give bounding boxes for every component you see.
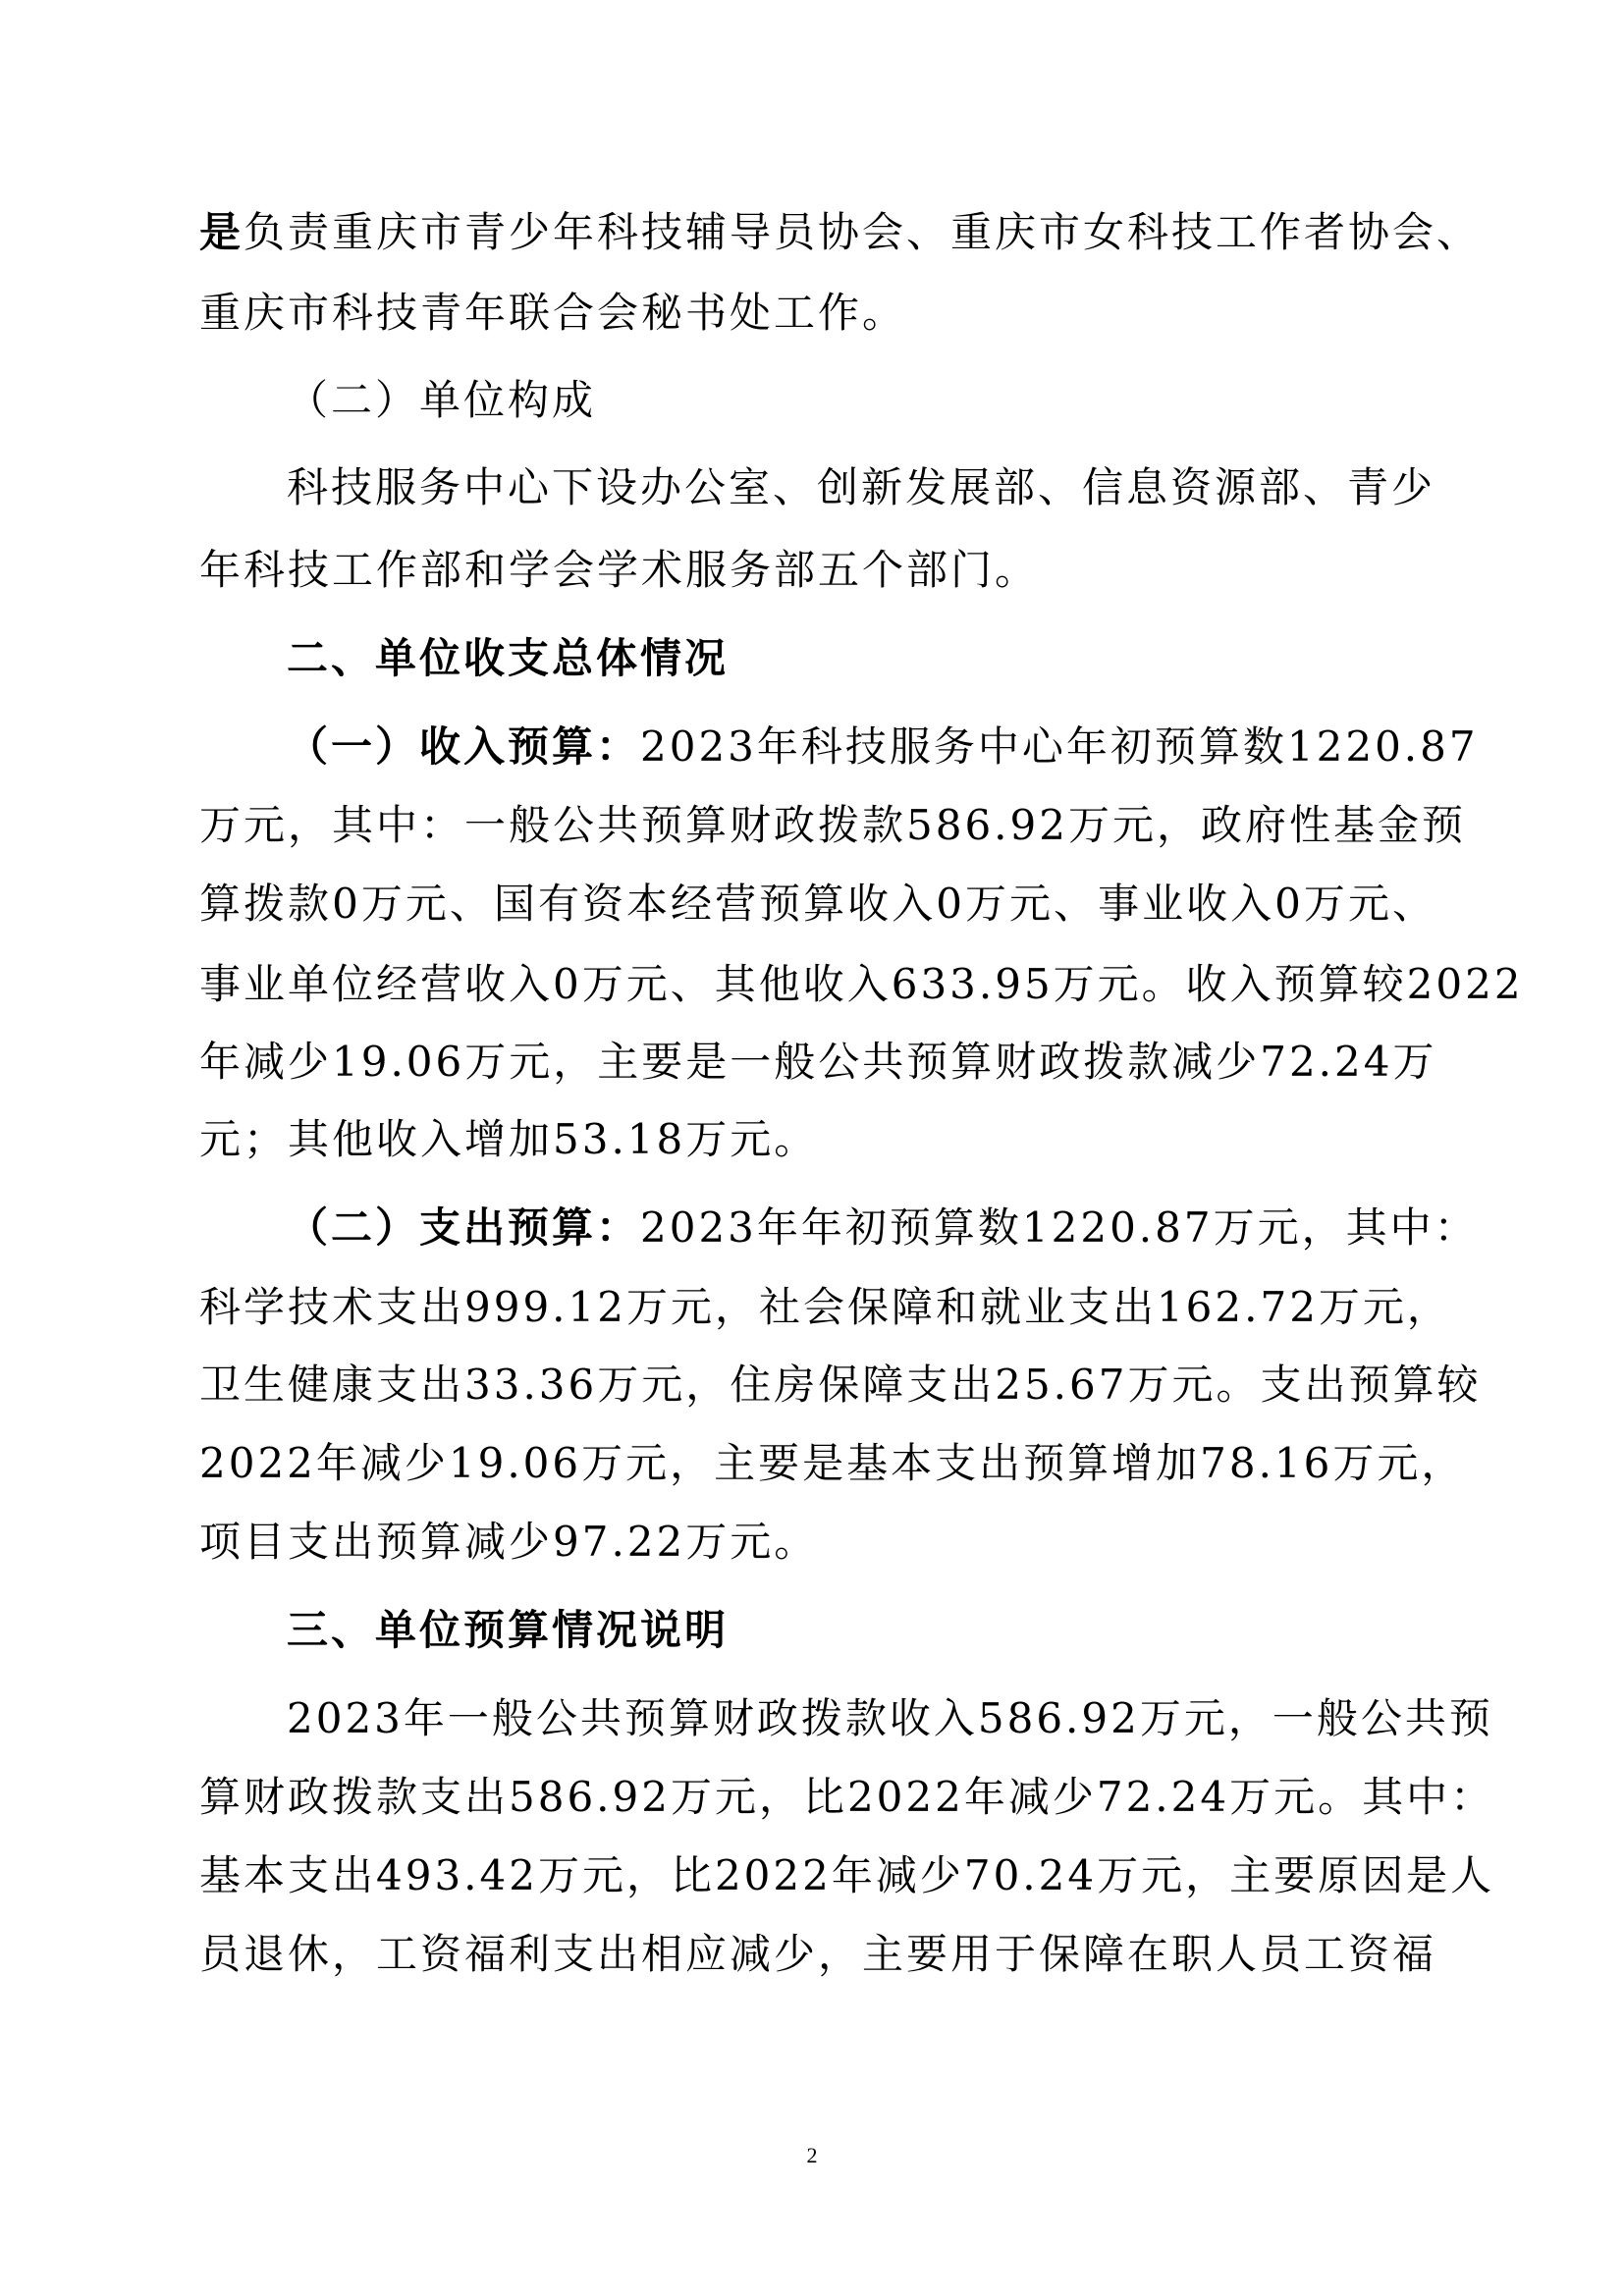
line-lead-bold: （一）收入预算： [287,722,641,771]
body-text-line: 基本支出493.42万元，比2022年减少70.24万元，主要原因是人 [199,1851,1495,1899]
body-text-line: 员退休，工资福利支出相应减少，主要用于保障在职人员工资福 [199,1930,1437,1978]
body-text-line: 是负责重庆市青少年科技辅导员协会、重庆市女科技工作者协会、 [199,208,1482,256]
body-text-line: 事业单位经营收入0万元、其他收入633.95万元。收入预算较2022 [199,960,1524,1008]
body-text-line: 算财政拨款支出586.92万元，比2022年减少72.24万元。其中： [199,1773,1495,1821]
body-text-line: 科技服务中心下设办公室、创新发展部、信息资源部、青少 [287,463,1436,511]
body-text-line: 2023年一般公共预算财政拨款收入586.92万元，一般公共预 [287,1694,1493,1742]
body-text-line: 重庆市科技青年联合会秘书处工作。 [199,289,907,337]
section-heading: 三、单位预算情况说明 [287,1606,730,1654]
section-heading: （二）单位构成 [287,376,597,424]
body-text-line: 卫生健康支出33.36万元，住房保障支出25.67万元。支出预算较 [199,1361,1482,1409]
body-text-line: 年科技工作部和学会学术服务部五个部门。 [199,546,1040,594]
body-text-line: 算拨款0万元、国有资本经营预算收入0万元、事业收入0万元、 [199,880,1436,928]
body-text-line: （二）支出预算：2023年年初预算数1220.87万元，其中： [287,1203,1479,1252]
section-heading: 二、单位收支总体情况 [287,634,730,682]
body-text-line: 项目支出预算减少97.22万元。 [199,1518,819,1566]
body-text-line: 2022年减少19.06万元，主要是基本支出预算增加78.16万元， [199,1439,1466,1487]
body-text-line: 万元，其中：一般公共预算财政拨款586.92万元，政府性基金预 [199,801,1466,849]
line-lead-bold: 是 [199,208,244,256]
body-text-line: 年减少19.06万元，主要是一般公共预算财政拨款减少72.24万 [199,1038,1437,1086]
page-number: 2 [806,2143,818,2167]
body-text-line: 元；其他收入增加53.18万元。 [199,1115,819,1163]
body-text-line: 科学技术支出999.12万元，社会保障和就业支出162.72万元， [199,1283,1451,1331]
body-text-line: （一）收入预算：2023年科技服务中心年初预算数1220.87 [287,722,1479,771]
line-lead-bold: （二）支出预算： [287,1203,641,1252]
